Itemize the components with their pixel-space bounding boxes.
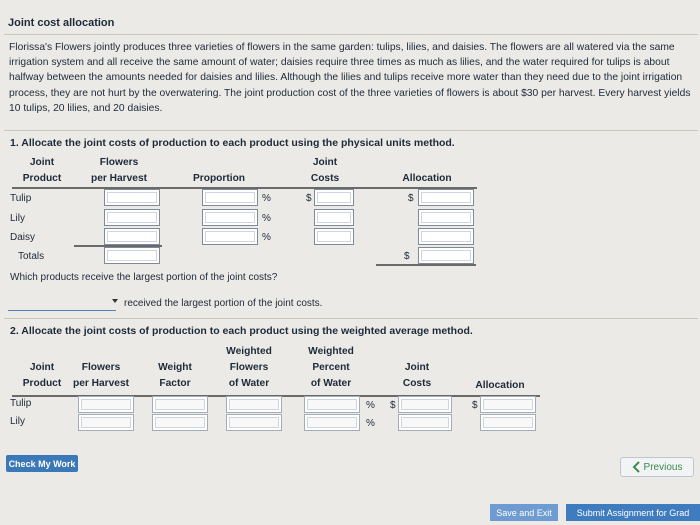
q1-lily-allocation-input[interactable]: [418, 209, 474, 226]
q2-lily-weight-input[interactable]: [152, 414, 208, 431]
q1-total-flowers-input[interactable]: [104, 247, 160, 264]
submit-assignment-button[interactable]: Submit Assignment for Grad: [566, 504, 700, 521]
q1-lily-proportion-input[interactable]: [202, 209, 258, 226]
q2-row-label: Lily: [10, 416, 26, 427]
q1-daisy-flowers-input[interactable]: [104, 228, 160, 245]
q2-tulip-allocation-input[interactable]: [480, 396, 536, 413]
q2-prompt: 2. Allocate the joint costs of production to each product using the weighted average method.: [10, 325, 473, 337]
q2-lily-joint-costs-input[interactable]: [398, 414, 452, 431]
q2-tulip-flowers-input[interactable]: [78, 396, 134, 413]
q1-totals-label: Totals: [18, 251, 45, 262]
q1-tulip-proportion-input[interactable]: [202, 189, 258, 206]
q1-tulip-allocation-input[interactable]: [418, 189, 474, 206]
percent-sign: %: [366, 418, 375, 429]
q2-header-weighted-flowers: Weighted Flowers of Water: [226, 346, 272, 389]
q2-lily-weighted-flowers-input[interactable]: [226, 414, 282, 431]
chevron-left-icon: [632, 461, 640, 473]
q1-allocation-total-rule: [376, 264, 476, 266]
q1-header-allocation: Allocation: [402, 173, 452, 184]
problem-description: Florissa's Flowers jointly produces three varieties of flowers in the same garden: tulips, lilies, and daisies. The flowers are all watered via the same irrigation system and all receive the same amount of water; daisies require three times as much as lilies, and the water required for tulips is about halfway between the amounts needed for daisies and lilies. Although the lilies and tulips receive more water than they need due to the joint irrigation process, they are not hurt by the overwatering. The joint production cost of the three varieties of flowers is about $30 per harvest. Every harvest yields 10 tulips, 20 lilies, and 20 daisies.: [9, 42, 691, 114]
q1-lily-joint-costs-input[interactable]: [314, 209, 354, 226]
q1-tulip-flowers-input[interactable]: [104, 189, 160, 206]
q1-header-joint-costs: Joint Costs: [310, 157, 340, 184]
dollar-sign: $: [306, 193, 312, 204]
check-my-work-button[interactable]: Check My Work: [6, 455, 78, 472]
section-divider: [4, 318, 698, 319]
q1-daisy-joint-costs-input[interactable]: [314, 228, 354, 245]
q2-tulip-weighted-flowers-input[interactable]: [226, 396, 282, 413]
dollar-sign: $: [408, 193, 414, 204]
q2-header-flowers: Flowers per Harvest: [72, 362, 130, 389]
q1-largest-question: Which products receive the largest portion of the joint costs?: [10, 272, 278, 283]
percent-sign: %: [262, 193, 271, 204]
page-title: Joint cost allocation: [8, 17, 115, 29]
q1-header-proportion: Proportion: [192, 173, 246, 184]
q1-row-label: Tulip: [10, 193, 32, 204]
q2-lily-allocation-input[interactable]: [480, 414, 536, 431]
previous-label: Previous: [643, 461, 683, 473]
percent-sign: %: [262, 232, 271, 243]
q2-header-weighted-percent: Weighted Percent of Water: [308, 346, 354, 389]
q1-header-flowers: Flowers per Harvest: [90, 157, 148, 184]
q2-tulip-weight-input[interactable]: [152, 396, 208, 413]
save-and-exit-button[interactable]: Save and Exit: [490, 504, 558, 521]
chevron-down-icon: [112, 299, 118, 303]
percent-sign: %: [262, 213, 271, 224]
q2-row-label: Tulip: [10, 398, 32, 409]
q1-row-label: Lily: [10, 213, 26, 224]
q1-prompt: 1. Allocate the joint costs of production to each product using the physical units method.: [10, 137, 455, 149]
dollar-sign: $: [390, 400, 396, 411]
header-divider: [4, 34, 698, 35]
q1-lily-flowers-input[interactable]: [104, 209, 160, 226]
q1-row-label: Daisy: [10, 232, 36, 243]
q2-tulip-weighted-percent-input[interactable]: [304, 396, 360, 413]
q2-lily-flowers-input[interactable]: [78, 414, 134, 431]
percent-sign: %: [366, 400, 375, 411]
dollar-sign: $: [472, 400, 478, 411]
largest-product-dropdown[interactable]: [8, 310, 116, 311]
q2-header-weight-factor: Weight Factor: [158, 362, 192, 389]
dollar-sign: $: [404, 251, 410, 262]
q1-daisy-proportion-input[interactable]: [202, 228, 258, 245]
q2-tulip-joint-costs-input[interactable]: [398, 396, 452, 413]
intro-divider: [4, 130, 698, 131]
q1-largest-suffix: received the largest portion of the joint costs.: [124, 298, 323, 309]
previous-button[interactable]: [620, 457, 694, 477]
q2-lily-weighted-percent-input[interactable]: [304, 414, 360, 431]
q2-header-allocation: Allocation: [475, 380, 525, 391]
q1-tulip-joint-costs-input[interactable]: [314, 189, 354, 206]
q1-total-allocation-input[interactable]: [418, 247, 474, 264]
q2-header-product: Joint Product: [22, 362, 62, 389]
q1-daisy-allocation-input[interactable]: [418, 228, 474, 245]
q2-header-joint-costs: Joint Costs: [402, 362, 432, 389]
q1-header-product: Joint Product: [22, 157, 62, 184]
